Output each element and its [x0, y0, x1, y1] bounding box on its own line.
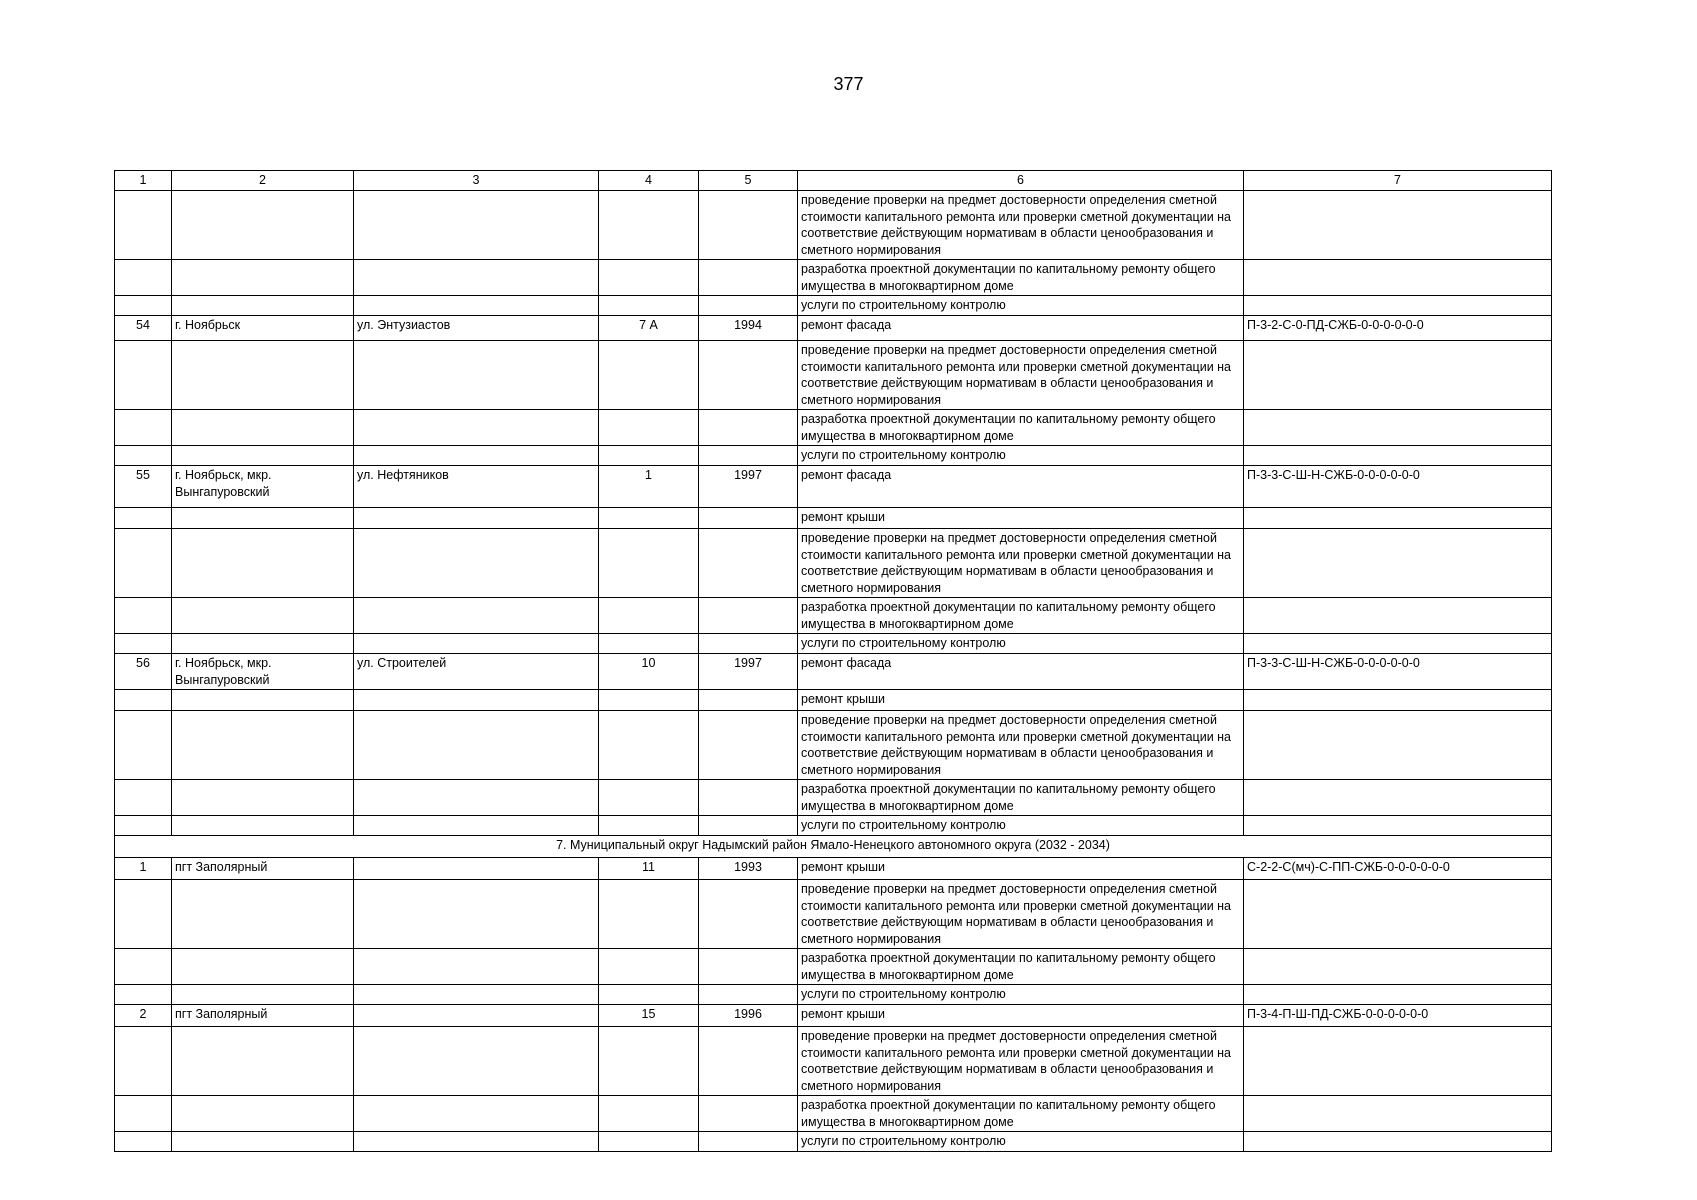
- cell-house-code: [1244, 296, 1552, 316]
- cell-settlement: пгт Заполярный: [172, 858, 354, 880]
- cell-street: [354, 508, 599, 529]
- cell-house-code: [1244, 598, 1552, 634]
- cell-build-year: [699, 949, 798, 985]
- cell-settlement: [172, 985, 354, 1005]
- cell-house-code: [1244, 410, 1552, 446]
- cell-row-number: [115, 690, 172, 711]
- cell-build-year: [699, 446, 798, 466]
- cell-house-code: П-3-4-П-Ш-ПД-СЖБ-0-0-0-0-0-0: [1244, 1005, 1552, 1027]
- table-row: [115, 191, 1552, 260]
- table-row: [115, 316, 1552, 341]
- header-col-7: 7: [1244, 171, 1552, 191]
- cell-house-code: [1244, 341, 1552, 410]
- header-col-2: 2: [172, 171, 354, 191]
- cell-work-type: ремонт фасада: [798, 316, 1244, 341]
- cell-house-number: [599, 949, 699, 985]
- cell-work-type: проведение проверки на предмет достоверности определения сметной стоимости капитального ремонта или проверки сметной документации на соответствие действующим нормативам в области ценообразования и сметного нормирования: [798, 880, 1244, 949]
- cell-work-type: проведение проверки на предмет достоверности определения сметной стоимости капитального ремонта или проверки сметной документации на соответствие действующим нормативам в области ценообразования и сметного нормирования: [798, 1027, 1244, 1096]
- cell-settlement: г. Ноябрьск, мкр. Вынгапуровский: [172, 466, 354, 508]
- cell-settlement: [172, 690, 354, 711]
- cell-work-type: ремонт крыши: [798, 1005, 1244, 1027]
- cell-build-year: [699, 634, 798, 654]
- header-col-6: 6: [798, 171, 1244, 191]
- cell-build-year: [699, 260, 798, 296]
- cell-house-number: [599, 690, 699, 711]
- cell-settlement: г. Ноябрьск, мкр. Вынгапуровский: [172, 654, 354, 690]
- section-row: [115, 836, 1552, 858]
- works-table: [114, 170, 1552, 1152]
- cell-settlement: [172, 341, 354, 410]
- table-row: [115, 598, 1552, 634]
- cell-build-year: [699, 191, 798, 260]
- cell-row-number: [115, 191, 172, 260]
- cell-house-number: [599, 508, 699, 529]
- header-row: [115, 171, 1552, 191]
- header-col-1: 1: [115, 171, 172, 191]
- cell-build-year: [699, 508, 798, 529]
- cell-settlement: [172, 191, 354, 260]
- cell-house-code: [1244, 690, 1552, 711]
- cell-build-year: 1996: [699, 1005, 798, 1027]
- cell-house-number: 7 А: [599, 316, 699, 341]
- cell-work-type: проведение проверки на предмет достоверности определения сметной стоимости капитального ремонта или проверки сметной документации на соответствие действующим нормативам в области ценообразования и сметного нормирования: [798, 529, 1244, 598]
- table-row: [115, 1096, 1552, 1132]
- cell-house-code: П-3-3-С-Ш-Н-СЖБ-0-0-0-0-0-0: [1244, 466, 1552, 508]
- cell-settlement: [172, 446, 354, 466]
- cell-work-type: разработка проектной документации по капитальному ремонту общего имущества в многоквартирном доме: [798, 598, 1244, 634]
- cell-street: ул. Нефтяников: [354, 466, 599, 508]
- cell-build-year: [699, 410, 798, 446]
- cell-row-number: 55: [115, 466, 172, 508]
- cell-street: [354, 1132, 599, 1152]
- cell-work-type: услуги по строительному контролю: [798, 446, 1244, 466]
- cell-row-number: [115, 880, 172, 949]
- cell-row-number: [115, 446, 172, 466]
- table-row: [115, 341, 1552, 410]
- cell-house-number: [599, 529, 699, 598]
- cell-work-type: услуги по строительному контролю: [798, 634, 1244, 654]
- table-row: [115, 634, 1552, 654]
- cell-work-type: ремонт фасада: [798, 654, 1244, 690]
- cell-settlement: [172, 1027, 354, 1096]
- cell-street: [354, 690, 599, 711]
- cell-street: [354, 1027, 599, 1096]
- cell-house-code: П-3-2-С-0-ПД-СЖБ-0-0-0-0-0-0: [1244, 316, 1552, 341]
- cell-street: ул. Энтузиастов: [354, 316, 599, 341]
- cell-row-number: [115, 529, 172, 598]
- cell-settlement: г. Ноябрьск: [172, 316, 354, 341]
- cell-house-number: [599, 341, 699, 410]
- cell-build-year: 1997: [699, 654, 798, 690]
- cell-row-number: [115, 949, 172, 985]
- cell-build-year: [699, 341, 798, 410]
- cell-work-type: разработка проектной документации по капитальному ремонту общего имущества в многоквартирном доме: [798, 780, 1244, 816]
- cell-street: [354, 296, 599, 316]
- cell-street: [354, 341, 599, 410]
- cell-settlement: [172, 1096, 354, 1132]
- cell-settlement: [172, 780, 354, 816]
- cell-settlement: [172, 598, 354, 634]
- cell-house-code: [1244, 260, 1552, 296]
- cell-build-year: 1993: [699, 858, 798, 880]
- cell-work-type: ремонт крыши: [798, 690, 1244, 711]
- cell-house-code: [1244, 1027, 1552, 1096]
- cell-settlement: [172, 816, 354, 836]
- cell-row-number: [115, 410, 172, 446]
- cell-house-code: [1244, 985, 1552, 1005]
- cell-work-type: ремонт фасада: [798, 466, 1244, 508]
- cell-work-type: услуги по строительному контролю: [798, 816, 1244, 836]
- cell-row-number: 2: [115, 1005, 172, 1027]
- cell-house-number: 1: [599, 466, 699, 508]
- cell-street: [354, 858, 599, 880]
- cell-build-year: [699, 598, 798, 634]
- cell-work-type: разработка проектной документации по капитальному ремонту общего имущества в многоквартирном доме: [798, 1096, 1244, 1132]
- cell-street: [354, 1096, 599, 1132]
- cell-house-number: [599, 260, 699, 296]
- cell-house-code: [1244, 508, 1552, 529]
- table-row: [115, 260, 1552, 296]
- cell-house-number: [599, 191, 699, 260]
- cell-build-year: [699, 780, 798, 816]
- cell-house-code: [1244, 191, 1552, 260]
- cell-build-year: 1994: [699, 316, 798, 341]
- cell-build-year: [699, 296, 798, 316]
- cell-house-number: 15: [599, 1005, 699, 1027]
- cell-house-number: [599, 410, 699, 446]
- cell-work-type: услуги по строительному контролю: [798, 296, 1244, 316]
- table-row: [115, 949, 1552, 985]
- cell-house-code: [1244, 780, 1552, 816]
- cell-house-number: [599, 880, 699, 949]
- cell-row-number: 1: [115, 858, 172, 880]
- cell-street: [354, 949, 599, 985]
- cell-street: [354, 780, 599, 816]
- cell-work-type: услуги по строительному контролю: [798, 1132, 1244, 1152]
- cell-build-year: [699, 1096, 798, 1132]
- cell-build-year: [699, 816, 798, 836]
- table-row: [115, 1005, 1552, 1027]
- cell-row-number: [115, 598, 172, 634]
- cell-street: [354, 634, 599, 654]
- header-col-5: 5: [699, 171, 798, 191]
- table-body: [115, 191, 1552, 1152]
- cell-build-year: 1997: [699, 466, 798, 508]
- cell-settlement: [172, 634, 354, 654]
- table-row: [115, 410, 1552, 446]
- cell-house-code: [1244, 816, 1552, 836]
- cell-build-year: [699, 529, 798, 598]
- cell-work-type: разработка проектной документации по капитальному ремонту общего имущества в многоквартирном доме: [798, 410, 1244, 446]
- cell-row-number: [115, 341, 172, 410]
- cell-build-year: [699, 880, 798, 949]
- table-row: [115, 1027, 1552, 1096]
- cell-settlement: [172, 880, 354, 949]
- cell-street: ул. Строителей: [354, 654, 599, 690]
- cell-row-number: [115, 985, 172, 1005]
- cell-settlement: [172, 711, 354, 780]
- cell-work-type: проведение проверки на предмет достоверности определения сметной стоимости капитального ремонта или проверки сметной документации на соответствие действующим нормативам в области ценообразования и сметного нормирования: [798, 711, 1244, 780]
- cell-house-code: [1244, 1096, 1552, 1132]
- cell-street: [354, 260, 599, 296]
- table-row: [115, 466, 1552, 508]
- header-col-3: 3: [354, 171, 599, 191]
- cell-work-type: ремонт крыши: [798, 858, 1244, 880]
- cell-settlement: пгт Заполярный: [172, 1005, 354, 1027]
- cell-street: [354, 410, 599, 446]
- cell-house-number: [599, 711, 699, 780]
- cell-work-type: услуги по строительному контролю: [798, 985, 1244, 1005]
- cell-house-number: [599, 446, 699, 466]
- table-row: [115, 711, 1552, 780]
- table-row: [115, 858, 1552, 880]
- cell-house-code: [1244, 711, 1552, 780]
- cell-house-number: [599, 1132, 699, 1152]
- cell-settlement: [172, 260, 354, 296]
- cell-work-type: разработка проектной документации по капитальному ремонту общего имущества в многоквартирном доме: [798, 260, 1244, 296]
- cell-house-number: [599, 985, 699, 1005]
- cell-house-code: [1244, 949, 1552, 985]
- cell-settlement: [172, 1132, 354, 1152]
- table-row: [115, 880, 1552, 949]
- cell-house-code: [1244, 446, 1552, 466]
- cell-row-number: [115, 1096, 172, 1132]
- table-row: [115, 654, 1552, 690]
- cell-house-code: С-2-2-С(мч)-С-ПП-СЖБ-0-0-0-0-0-0: [1244, 858, 1552, 880]
- cell-build-year: [699, 1027, 798, 1096]
- cell-build-year: [699, 985, 798, 1005]
- table-row: [115, 780, 1552, 816]
- table-row: [115, 508, 1552, 529]
- cell-row-number: [115, 260, 172, 296]
- cell-row-number: [115, 711, 172, 780]
- cell-row-number: 54: [115, 316, 172, 341]
- cell-work-type: разработка проектной документации по капитальному ремонту общего имущества в многоквартирном доме: [798, 949, 1244, 985]
- cell-work-type: проведение проверки на предмет достоверности определения сметной стоимости капитального ремонта или проверки сметной документации на соответствие действующим нормативам в области ценообразования и сметного нормирования: [798, 341, 1244, 410]
- table-header: [115, 171, 1552, 191]
- cell-house-number: [599, 598, 699, 634]
- cell-house-code: [1244, 880, 1552, 949]
- cell-house-number: [599, 780, 699, 816]
- table-row: [115, 446, 1552, 466]
- table-row: [115, 985, 1552, 1005]
- table-row: [115, 690, 1552, 711]
- cell-work-type: проведение проверки на предмет достоверности определения сметной стоимости капитального ремонта или проверки сметной документации на соответствие действующим нормативам в области ценообразования и сметного нормирования: [798, 191, 1244, 260]
- cell-street: [354, 191, 599, 260]
- cell-settlement: [172, 529, 354, 598]
- cell-street: [354, 816, 599, 836]
- cell-house-number: [599, 1096, 699, 1132]
- cell-house-number: [599, 1027, 699, 1096]
- cell-row-number: 56: [115, 654, 172, 690]
- cell-street: [354, 529, 599, 598]
- table-row: [115, 529, 1552, 598]
- cell-house-code: [1244, 529, 1552, 598]
- cell-build-year: [699, 711, 798, 780]
- cell-house-code: [1244, 1132, 1552, 1152]
- cell-street: [354, 446, 599, 466]
- table-row: [115, 296, 1552, 316]
- cell-work-type: ремонт крыши: [798, 508, 1244, 529]
- cell-row-number: [115, 780, 172, 816]
- cell-build-year: [699, 690, 798, 711]
- cell-row-number: [115, 816, 172, 836]
- cell-house-code: П-3-3-С-Ш-Н-СЖБ-0-0-0-0-0-0: [1244, 654, 1552, 690]
- cell-settlement: [172, 296, 354, 316]
- cell-row-number: [115, 508, 172, 529]
- cell-street: [354, 985, 599, 1005]
- section-title: 7. Муниципальный округ Надымский район Ямало-Ненецкого автономного округа (2032 - 2034): [115, 836, 1552, 858]
- cell-settlement: [172, 949, 354, 985]
- cell-house-code: [1244, 634, 1552, 654]
- table-row: [115, 816, 1552, 836]
- cell-settlement: [172, 508, 354, 529]
- cell-row-number: [115, 634, 172, 654]
- cell-street: [354, 1005, 599, 1027]
- cell-settlement: [172, 410, 354, 446]
- page-number: 377: [833, 74, 864, 94]
- cell-street: [354, 880, 599, 949]
- cell-row-number: [115, 1027, 172, 1096]
- cell-row-number: [115, 296, 172, 316]
- table-row: [115, 1132, 1552, 1152]
- cell-house-number: [599, 296, 699, 316]
- cell-house-number: [599, 816, 699, 836]
- cell-street: [354, 711, 599, 780]
- cell-row-number: [115, 1132, 172, 1152]
- cell-build-year: [699, 1132, 798, 1152]
- cell-house-number: [599, 634, 699, 654]
- cell-house-number: 10: [599, 654, 699, 690]
- cell-street: [354, 598, 599, 634]
- header-col-4: 4: [599, 171, 699, 191]
- cell-house-number: 11: [599, 858, 699, 880]
